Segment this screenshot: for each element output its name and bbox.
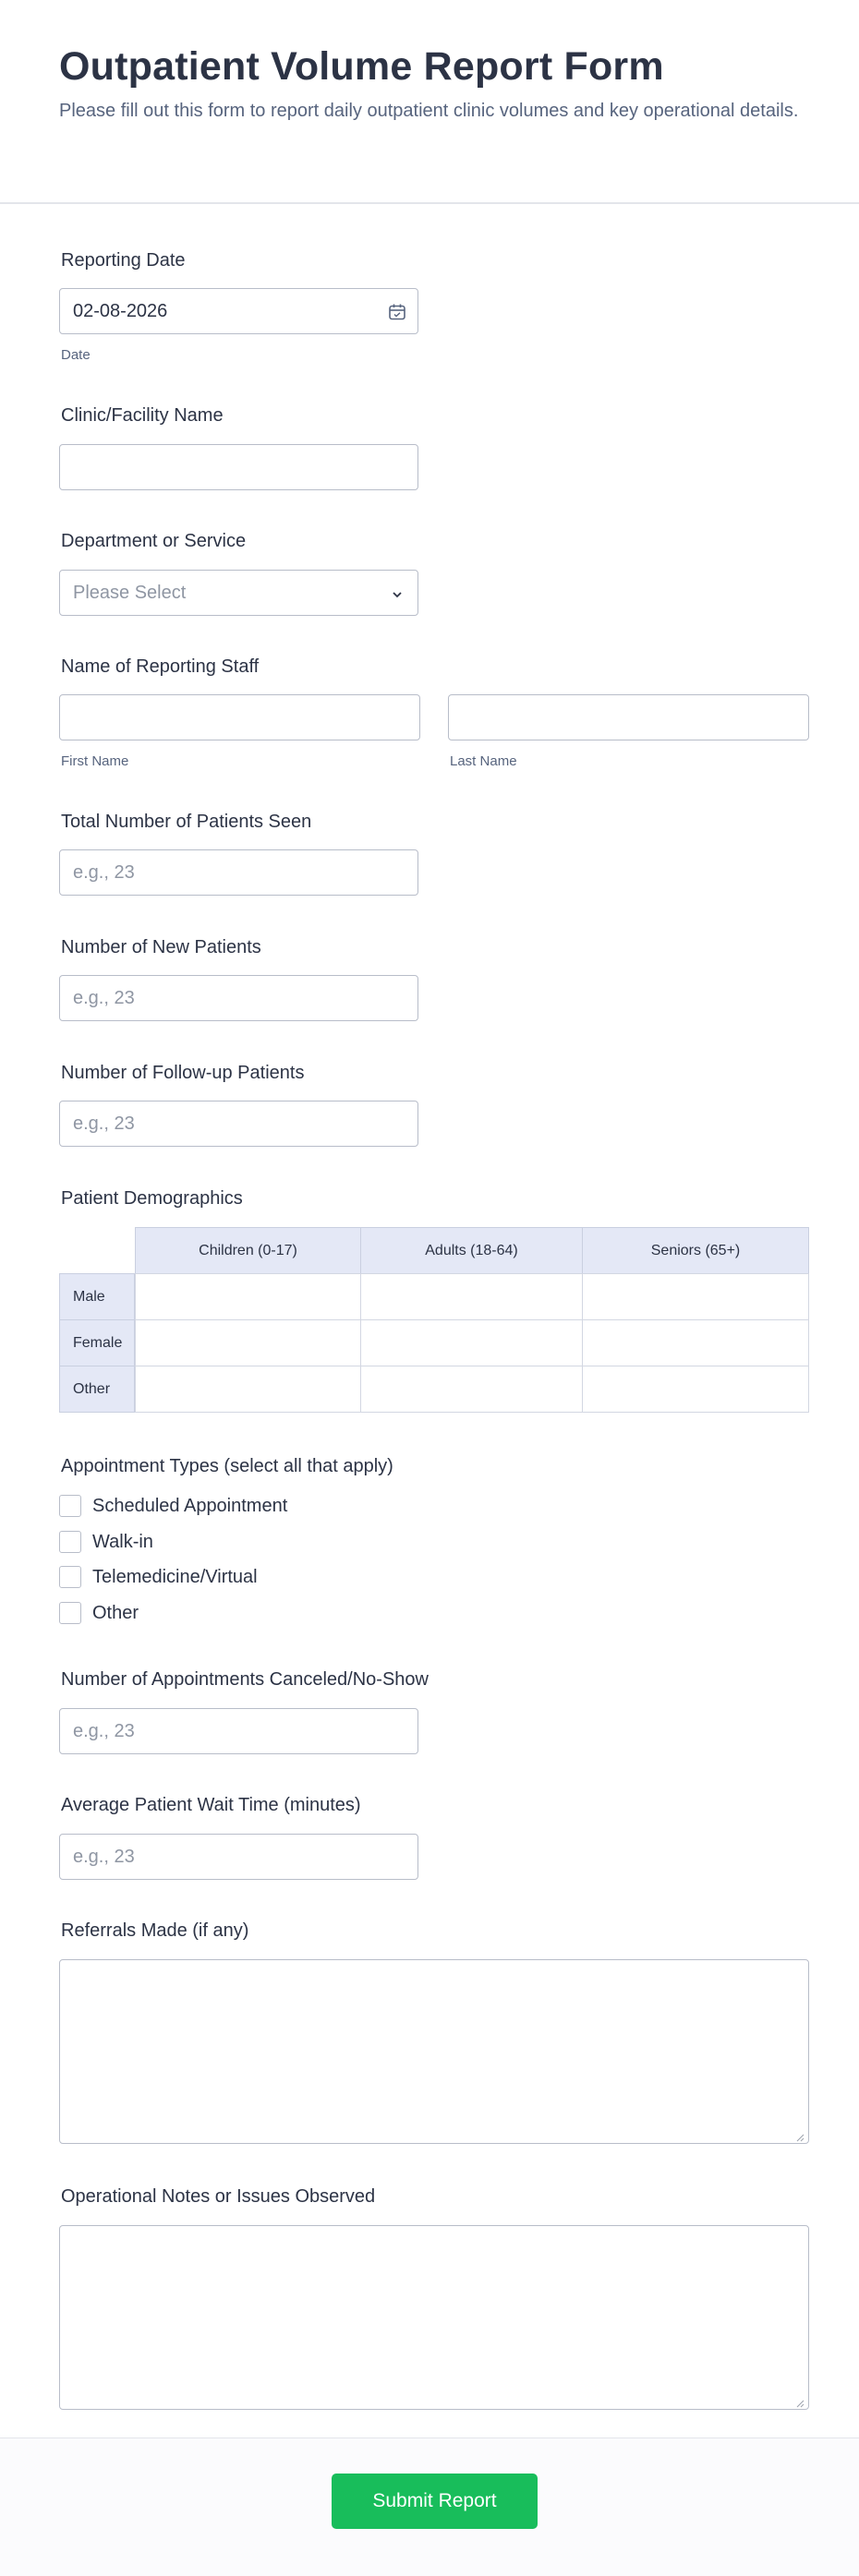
checkbox-label: Scheduled Appointment <box>92 1495 288 1516</box>
checkbox-label: Telemedicine/Virtual <box>92 1566 258 1587</box>
checkbox-box[interactable] <box>59 1531 81 1553</box>
new-patients-input[interactable] <box>59 975 418 1021</box>
reporting-date-input[interactable] <box>59 288 418 334</box>
clinic-name-input[interactable] <box>59 444 418 490</box>
total-patients-input[interactable] <box>59 849 418 896</box>
matrix-cell-male-children[interactable] <box>135 1273 361 1320</box>
new-patients-label: Number of New Patients <box>61 937 261 957</box>
last-name-sublabel: Last Name <box>450 753 517 769</box>
appointment-types-label: Appointment Types (select all that apply) <box>61 1456 393 1476</box>
canceled-input[interactable] <box>59 1708 418 1754</box>
matrix-cell-female-adults[interactable] <box>360 1319 583 1366</box>
matrix-cell-other-seniors[interactable] <box>582 1366 809 1413</box>
chevron-down-icon[interactable] <box>388 585 406 604</box>
wait-time-placeholder: e.g., 23 <box>73 1846 135 1867</box>
resize-handle-icon[interactable] <box>795 2396 805 2405</box>
reporting-date-value: 02-08-2026 <box>73 300 168 321</box>
matrix-column-header: Children (0-17) <box>135 1227 361 1274</box>
wait-time-label: Average Patient Wait Time (minutes) <box>61 1795 361 1815</box>
submit-button[interactable]: Submit Report <box>332 2474 538 2529</box>
calendar-icon[interactable] <box>388 303 406 321</box>
checkbox-box[interactable] <box>59 1566 81 1588</box>
followup-patients-input[interactable] <box>59 1101 418 1147</box>
matrix-row-label: Female <box>59 1319 135 1366</box>
matrix-cell-male-seniors[interactable] <box>582 1273 809 1320</box>
new-patients-placeholder: e.g., 23 <box>73 987 135 1008</box>
checkbox-walk-in[interactable] <box>59 1529 153 1555</box>
notes-label: Operational Notes or Issues Observed <box>61 2186 376 2207</box>
demographics-matrix <box>59 1227 809 1414</box>
total-patients-placeholder: e.g., 23 <box>73 861 135 883</box>
department-label: Department or Service <box>61 531 247 551</box>
wait-time-input[interactable] <box>59 1834 418 1880</box>
checkbox-other[interactable] <box>59 1600 139 1626</box>
department-select[interactable] <box>59 570 418 616</box>
checkbox-telemedicine[interactable] <box>59 1564 258 1590</box>
followup-patients-placeholder: e.g., 23 <box>73 1113 135 1134</box>
page-subtitle: Please fill out this form to report daily outpatient clinic volumes and key operational details. <box>59 101 799 121</box>
total-patients-label: Total Number of Patients Seen <box>61 812 312 832</box>
matrix-column-header: Seniors (65+) <box>582 1227 809 1274</box>
matrix-row-label: Other <box>59 1366 135 1413</box>
form-footer <box>0 2438 859 2576</box>
referrals-label: Referrals Made (if any) <box>61 1920 249 1941</box>
reporting-date-label: Reporting Date <box>61 250 186 271</box>
checkbox-box[interactable] <box>59 1602 81 1624</box>
matrix-column-header: Adults (18-64) <box>360 1227 583 1274</box>
demographics-label: Patient Demographics <box>61 1188 243 1209</box>
checkbox-label: Other <box>92 1602 139 1623</box>
reporting-date-sublabel: Date <box>61 347 91 363</box>
resize-handle-icon[interactable] <box>795 2130 805 2139</box>
department-placeholder: Please Select <box>73 582 187 603</box>
clinic-name-label: Clinic/Facility Name <box>61 405 224 426</box>
matrix-cell-other-children[interactable] <box>135 1366 361 1413</box>
matrix-cell-female-seniors[interactable] <box>582 1319 809 1366</box>
notes-textarea[interactable] <box>59 2225 809 2410</box>
checkbox-scheduled[interactable] <box>59 1493 287 1519</box>
matrix-cell-female-children[interactable] <box>135 1319 361 1366</box>
matrix-row-label: Male <box>59 1273 135 1320</box>
matrix-cell-other-adults[interactable] <box>360 1366 583 1413</box>
form-header <box>0 0 859 204</box>
referrals-textarea[interactable] <box>59 1959 809 2144</box>
matrix-cell-male-adults[interactable] <box>360 1273 583 1320</box>
canceled-label: Number of Appointments Canceled/No-Show <box>61 1669 429 1690</box>
first-name-input[interactable] <box>59 694 420 740</box>
checkbox-label: Walk-in <box>92 1531 153 1552</box>
staff-name-label: Name of Reporting Staff <box>61 656 260 677</box>
first-name-sublabel: First Name <box>61 753 129 769</box>
checkbox-box[interactable] <box>59 1495 81 1517</box>
page-title: Outpatient Volume Report Form <box>59 44 664 89</box>
last-name-input[interactable] <box>448 694 809 740</box>
followup-patients-label: Number of Follow-up Patients <box>61 1063 305 1083</box>
canceled-placeholder: e.g., 23 <box>73 1720 135 1741</box>
